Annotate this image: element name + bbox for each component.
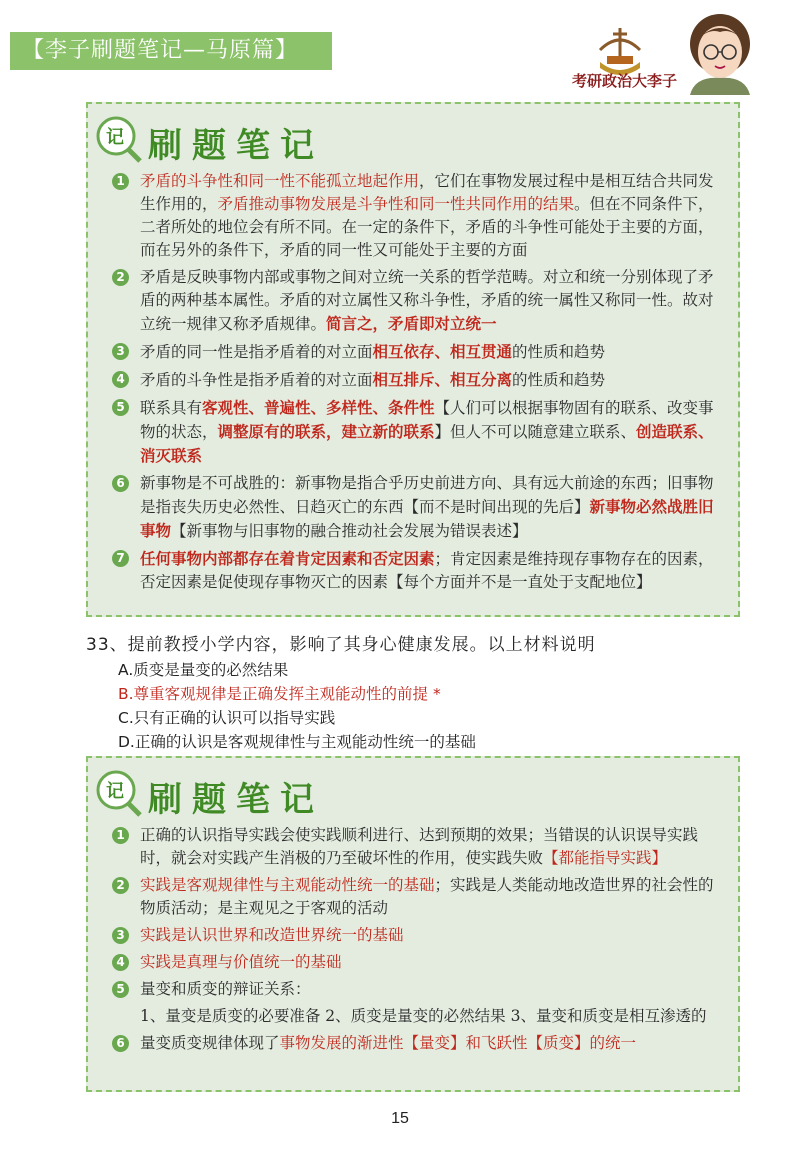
logo-text: 考研政治大李子 bbox=[572, 72, 678, 90]
note-item bbox=[110, 340, 724, 364]
question-block bbox=[86, 632, 746, 754]
item-number-badge: 2 bbox=[112, 269, 129, 286]
highlight-text: 实践是认识世界和改造世界统一的基础 bbox=[140, 926, 404, 944]
item-number-badge: 3 bbox=[112, 927, 129, 944]
note-item bbox=[110, 266, 724, 336]
body-text: ；实践是人类能动地改造世界的社会性的物质活动；是主观见之于客观的活动 bbox=[140, 876, 714, 917]
note-item bbox=[110, 824, 724, 870]
body-text: 【新事物与旧事物的融合推动社会发展为错误表述】 bbox=[171, 522, 528, 540]
note-item bbox=[110, 368, 724, 392]
note-title: 刷题笔记 bbox=[148, 126, 324, 166]
body-text: 】但人不可以随意建立联系、 bbox=[434, 423, 637, 441]
body-text: 。但在不同条件下，二者所处的地位会有所不同。在一定的条件下，矛盾的斗争性可能处于主要的方面，而在另外的条件下，矛盾的同一性又可能处于主要的方面 bbox=[140, 195, 714, 259]
note-item bbox=[110, 1032, 724, 1055]
highlight-text: 新事物必然战胜旧事物 bbox=[140, 497, 714, 540]
note-item bbox=[110, 170, 724, 262]
question-option-b-correct: B.尊重客观规律是正确发挥主观能动性的前提 * bbox=[118, 685, 441, 703]
item-number-badge: 3 bbox=[112, 343, 129, 360]
note-item bbox=[110, 924, 724, 947]
body-text: 联系具有 bbox=[140, 399, 203, 417]
item-number-badge: 5 bbox=[112, 399, 129, 416]
item-number-badge: 2 bbox=[112, 877, 129, 894]
item-number-badge: 6 bbox=[112, 1035, 129, 1052]
item-number-badge: 4 bbox=[112, 371, 129, 388]
note-item-list bbox=[110, 170, 724, 598]
question-stem: 33、提前教授小学内容，影响了其身心健康发展。以上材料说明 bbox=[86, 635, 596, 655]
highlight-text: 实践是真理与价值统一的基础 bbox=[140, 953, 342, 971]
body-text: 量变质变规律体现了 bbox=[140, 1034, 280, 1052]
highlight-text: 客观性、普遍性、多样性、条件性 bbox=[202, 398, 435, 417]
note-item bbox=[110, 978, 724, 1001]
highlight-text: 实践是客观规律性与主观能动性统一的基础 bbox=[140, 876, 435, 894]
body-text: 【人们可以根据事物固有的联系、改变事物的状态， bbox=[140, 399, 714, 441]
body-text: ，它们在事物发展过程中是相互结合共同发生作用的， bbox=[140, 172, 714, 213]
highlight-text: 【都能指导实践】 bbox=[543, 849, 668, 867]
body-text: 量变和质变的辩证关系： bbox=[140, 980, 311, 998]
item-number-badge: 6 bbox=[112, 475, 129, 492]
highlight-text: 简言之，矛盾即对立统一 bbox=[326, 314, 497, 333]
note-title: 刷题笔记 bbox=[148, 780, 324, 820]
item-number-badge: 4 bbox=[112, 954, 129, 971]
note-box-1 bbox=[86, 102, 740, 617]
body-text: 正确的认识指导实践会使实践顺利进行、达到预期的效果；当错误的认识误导实践时，就会对实践产生消极的乃至破坏性的作用，使实践失败 bbox=[140, 826, 699, 867]
note-item-list bbox=[110, 824, 724, 1059]
highlight-text: 创造联系、消灭联系 bbox=[140, 422, 714, 465]
question-option-c: C.只有正确的认识可以指导实践 bbox=[118, 709, 336, 727]
item-number-badge: 1 bbox=[112, 827, 129, 844]
highlight-text: 调整原有的联系，建立新的联系 bbox=[217, 422, 435, 441]
highlight-text: 矛盾的斗争性和同一性不能孤立地起作用 bbox=[140, 172, 420, 190]
avatar bbox=[675, 10, 765, 95]
question-option-d: D.正确的认识是客观规律性与主观能动性统一的基础 bbox=[118, 733, 476, 751]
note-item bbox=[110, 874, 724, 920]
highlight-text: 任何事物内部都存在着肯定因素和否定因素 bbox=[140, 549, 435, 568]
note-icon-label: 记 bbox=[106, 781, 124, 802]
body-text: 的性质和趋势 bbox=[512, 343, 606, 361]
note-item bbox=[110, 547, 724, 594]
body-text: 矛盾是反映事物内部或事物之间对立统一关系的哲学范畴。对立和统一分别体现了矛盾的两种基本属性。矛盾的对立属性又称斗争性，矛盾的统一属性又称同一性。故对立统一规律又称矛盾规律。 bbox=[140, 268, 714, 333]
highlight-text: 事物发展的渐进性【量变】和飞跃性【质变】的统一 bbox=[279, 1034, 637, 1052]
page-number: 15 bbox=[391, 1110, 409, 1127]
item-number-badge: 1 bbox=[112, 173, 129, 190]
note-item bbox=[110, 396, 724, 468]
body-text: ；肯定因素是维持现存事物存在的因素，否定因素是促使现存事物灭亡的因素【每个方面并不是一直处于支配地位】 bbox=[140, 550, 714, 591]
body-text: 新事物是不可战胜的：新事物是指合乎历史前进方向、具有远大前途的东西；旧事物是指丧失历史必然性、日趋灭亡的东西【而不是时间出现的先后】 bbox=[140, 474, 714, 516]
note-magnifier-icon bbox=[88, 110, 148, 174]
highlight-text: 相互排斥、相互分离 bbox=[372, 370, 513, 389]
body-text: 的性质和趋势 bbox=[512, 371, 606, 389]
note-item bbox=[110, 951, 724, 974]
note-icon-label: 记 bbox=[106, 127, 124, 148]
item-number-badge: 7 bbox=[112, 550, 129, 567]
header-banner: 【李子刷题笔记—马原篇】 bbox=[10, 32, 332, 70]
highlight-text: 相互依存、相互贯通 bbox=[372, 342, 513, 361]
question-option-a: A.质变是量变的必然结果 bbox=[118, 661, 289, 679]
highlight-text: 矛盾推动事物发展是斗争性和同一性共同作用的结果 bbox=[217, 195, 575, 213]
note-item bbox=[110, 472, 724, 543]
body-text: 矛盾的斗争性是指矛盾着的对立面 bbox=[140, 371, 373, 389]
body-text: 矛盾的同一性是指矛盾着的对立面 bbox=[140, 343, 373, 361]
note-continuation: 1、量变是质变的必要准备 2、质变是量变的必然结果 3、量变和质变是相互渗透的 bbox=[140, 1007, 707, 1025]
note-magnifier-icon bbox=[88, 764, 148, 828]
note-box-2 bbox=[86, 756, 740, 1092]
item-number-badge: 5 bbox=[112, 981, 129, 998]
